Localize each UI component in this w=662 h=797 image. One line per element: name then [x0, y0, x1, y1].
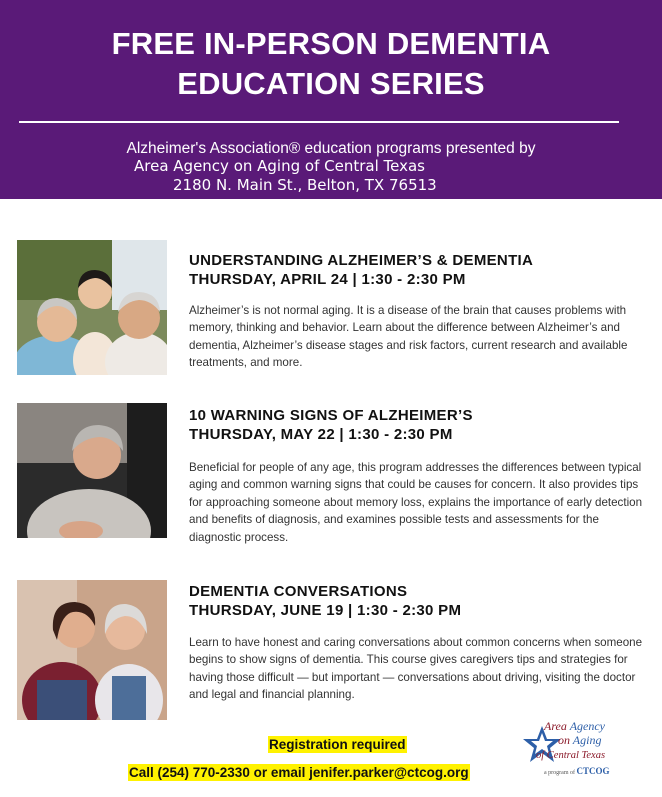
organization-name: Area Agency on Aging of Central Texas: [134, 157, 425, 175]
logo-ctcog: CTCOG: [576, 766, 610, 776]
session-1-title: UNDERSTANDING ALZHEIMER’S & DEMENTIA: [189, 252, 534, 269]
logo-word-area: Area: [544, 719, 567, 733]
header-divider: [19, 121, 619, 123]
session-3-description: Learn to have honest and caring conversations about common concerns when someone begins to show signs of dementia. This course gives caregivers tips and strategies for having those difficult — but important — conversations about driving, visiting the doctor and legal and financial planning.: [189, 636, 643, 702]
session-2-description: Beneficial for people of any age, this program addresses the differences between typical aging and common warning signs that could be causes for concern. It also provides tips for approaching someone about memory loss, explains the importance of early detection and benefits of diagnosis, and examines possible tests and assessments for the diagnostic process.: [189, 461, 643, 544]
title-line-1: FREE IN-PERSON DEMENTIA: [111, 26, 551, 61]
session-2-date: THURSDAY, MAY 22 | 1:30 - 2:30 PM: [189, 426, 453, 443]
registration-notice: Registration required: [269, 737, 406, 752]
session-1-description: Alzheimer’s is not normal aging. It is a disease of the brain that causes problems with memory, thinking and behavior. Learn about the difference between Alzheimer’s and dementia, Alzheimer’s disease stages and risk factors, current research and available treatments, and more.: [189, 304, 628, 370]
session-1-date: THURSDAY, APRIL 24 | 1:30 - 2:30 PM: [189, 271, 466, 288]
address: 2180 N. Main St., Belton, TX 76513: [173, 176, 437, 194]
family-photo: [17, 240, 167, 375]
agency-logo: [522, 718, 620, 782]
session-3-date: THURSDAY, JUNE 19 | 1:30 - 2:30 PM: [189, 602, 462, 619]
page-title: [0, 24, 662, 104]
senior-man-photo: [17, 403, 167, 538]
session-2-title: 10 WARNING SIGNS OF ALZHEIMER’S: [189, 407, 473, 424]
logo-word-aging: Aging: [572, 733, 602, 747]
presenter-line: Alzheimer's Association® education programs presented by: [126, 140, 536, 157]
logo-region: of Central Texas: [536, 750, 606, 761]
session-3-title: DEMENTIA CONVERSATIONS: [189, 583, 408, 600]
logo-program-of: a program of: [544, 770, 575, 776]
logo-word-on: on: [558, 733, 570, 747]
title-line-2: EDUCATION SERIES: [177, 66, 485, 101]
caregiver-photo: [17, 580, 167, 720]
logo-word-agency: Agency: [569, 719, 605, 733]
contact-info: Call (254) 770-2330 or email jenifer.parker@ctcog.org: [129, 765, 469, 780]
